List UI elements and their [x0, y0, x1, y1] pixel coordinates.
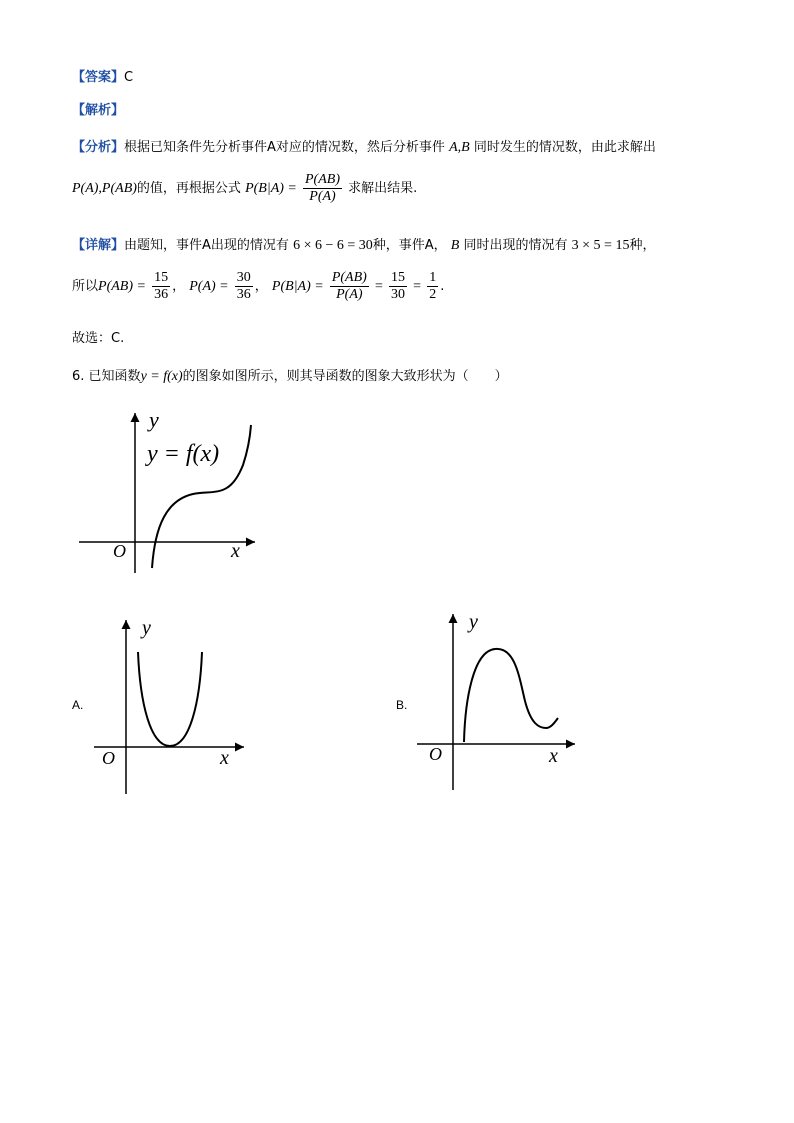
xiangjie-pba-den: P(A) — [336, 287, 363, 302]
main-graph — [75, 405, 265, 585]
option-a-curve — [138, 652, 202, 746]
option-a-origin-label: O — [102, 748, 115, 768]
option-a-x-label: x — [220, 747, 229, 769]
main-func-label: y = f(x) — [147, 441, 220, 467]
xiangjie-pab-num: 15 — [154, 270, 169, 285]
xiangjie-b: B — [450, 238, 460, 253]
fenxi-text3: 的值，再根据公式 — [136, 181, 241, 196]
fenxi-text2: 同时发生的情况数，由此求解出 — [473, 140, 656, 155]
choose-line: 故选：C. — [72, 331, 125, 346]
option-a-y-label: y — [142, 617, 151, 639]
fenxi-text1: 根据已知条件先分析事件A对应的情况数，然后分析事件 — [124, 140, 445, 155]
xiangjie-half-num: 1 — [429, 270, 437, 285]
answer-line — [72, 66, 133, 85]
answer-value: C — [124, 70, 134, 85]
fenxi-formula-fraction — [303, 172, 342, 205]
main-y-label: y — [149, 407, 159, 432]
option-b-origin-label: O — [429, 744, 442, 764]
xiangjie-line-1 — [72, 234, 655, 254]
xiangjie-pa-num: 30 — [236, 270, 251, 285]
xiangjie-sep1: ， — [172, 279, 186, 294]
fenxi-formula-den: P(A) — [309, 189, 336, 204]
analysis-tag: 【解析】 — [72, 103, 125, 118]
xiangjie-pa-den: 36 — [236, 287, 251, 302]
xiangjie-pab: P(AB) = — [98, 279, 146, 294]
xiangjie-pa: P(A) = — [189, 279, 229, 294]
xiangjie-ratio-den: 30 — [391, 287, 406, 302]
xiangjie-text2: 种，事件A， — [372, 238, 447, 253]
option-a-graph[interactable] — [90, 612, 250, 798]
xiangjie-pba: P(B|A) = — [271, 279, 324, 294]
answer-tag: 【答案】 — [72, 70, 125, 85]
xiangjie-end: . — [440, 279, 445, 294]
xiangjie-eq1: = — [374, 279, 383, 294]
xiangjie-half-den: 2 — [429, 287, 437, 302]
fenxi-text4: 求解出结果. — [348, 181, 418, 196]
xiangjie-ratio-fraction — [389, 270, 407, 303]
question6-text2: 的图象如图所示，则其导函数的图象大致形状为（ ） — [182, 369, 508, 384]
xiangjie-tag: 【详解】 — [72, 238, 125, 253]
question6-func: y = f(x) — [140, 369, 183, 384]
xiangjie-prefix: 所以 — [72, 279, 99, 294]
option-b-graph[interactable] — [415, 606, 585, 794]
fenxi-formula-lhs: P(B|A) = — [245, 181, 297, 196]
fenxi-line-2 — [72, 172, 417, 205]
xiangjie-half-fraction — [427, 270, 438, 303]
xiangjie-eq2: = — [413, 279, 422, 294]
option-a-label[interactable]: A. — [72, 698, 84, 712]
xiangjie-text1: 由题知，事件A出现的情况有 — [124, 238, 289, 253]
xiangjie-pba-fraction — [330, 270, 369, 303]
xiangjie-calc1: 6 × 6 − 6 = 30 — [293, 238, 373, 253]
xiangjie-text4: 种， — [629, 238, 656, 253]
xiangjie-text3: 同时出现的情况有 — [463, 238, 568, 253]
xiangjie-calc2: 3 × 5 = 15 — [571, 238, 630, 253]
xiangjie-ratio-num: 15 — [391, 270, 406, 285]
fenxi-pa-pab: P(A),P(AB) — [72, 181, 137, 196]
option-b-curve — [464, 649, 558, 742]
fenxi-formula-num: P(AB) — [305, 172, 340, 187]
xiangjie-line-2 — [72, 270, 444, 303]
xiangjie-pab-den: 36 — [154, 287, 169, 302]
fenxi-line-1 — [72, 136, 656, 156]
fenxi-tag: 【分析】 — [72, 140, 125, 155]
question6-line — [72, 365, 508, 385]
xiangjie-pab-fraction — [152, 270, 170, 303]
question6-text1: 已知函数 — [88, 369, 141, 384]
option-b-label[interactable]: B. — [396, 698, 408, 712]
xiangjie-pba-num: P(AB) — [331, 270, 367, 285]
main-x-label: x — [231, 540, 240, 562]
main-origin-label: O — [113, 541, 126, 561]
option-b-x-label: x — [549, 745, 558, 767]
xiangjie-pa-fraction — [235, 270, 253, 303]
xiangjie-sep2: ， — [254, 279, 268, 294]
question6-number: 6. — [72, 369, 85, 384]
fenxi-events-ab: A,B — [449, 140, 470, 155]
option-b-y-label: y — [469, 611, 478, 633]
